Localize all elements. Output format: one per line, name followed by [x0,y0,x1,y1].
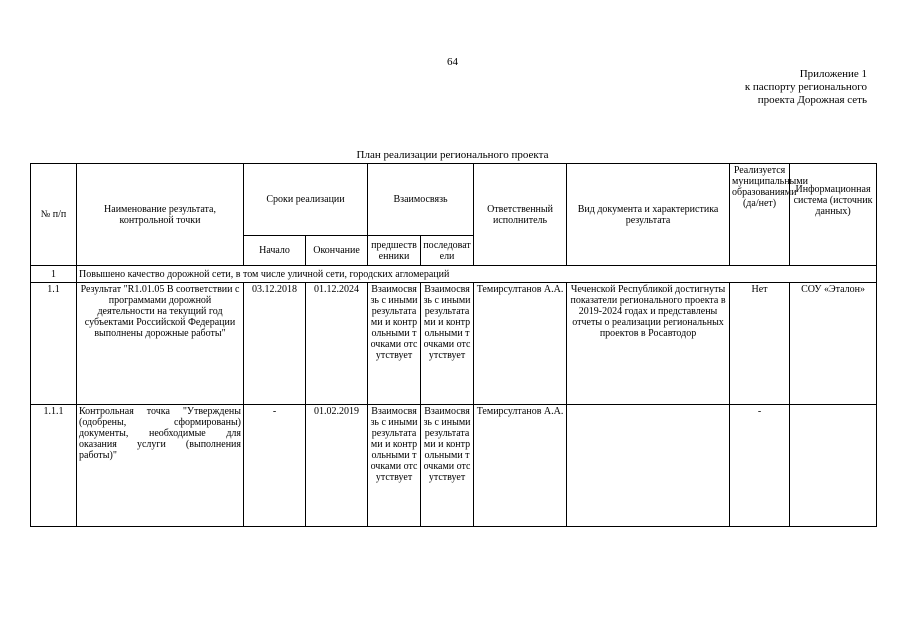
row-doc [567,405,730,527]
table-row [31,283,877,405]
row-responsible: Темирсултанов А.А. [474,405,567,527]
row-start: 03.12.2018 [244,283,306,405]
header-doc: Вид документа и характеристика результата [567,164,730,266]
row-responsible: Темирсултанов А.А. [474,283,567,405]
row-successors: Взаимосвязь с иными результатами и контрольными точками отсутствует [421,283,474,405]
appendix-line-1: Приложение 1 [799,68,867,80]
appendix-line-3: проекта Дорожная сеть [757,94,867,106]
row-municipal: - [730,405,790,527]
header-terms: Сроки реализации [244,164,368,236]
header-name: Наименование результата, контрольной точки [77,164,244,266]
header-start: Начало [244,236,306,266]
header-num: № п/п [31,164,77,266]
row-end: 01.02.2019 [306,405,368,527]
row-predecessors: Взаимосвязь с иными результатами и контрольными точками отсутствует [368,283,421,405]
row-start: - [244,405,306,527]
header-municipal: Реализуется муниципальными образованиями (да/нет) [730,164,790,266]
row-info: СОУ «Эталон» [790,283,877,405]
header-row-1 [31,164,877,236]
header-relation: Взаимосвязь [368,164,474,236]
plan-table [30,163,877,527]
row-successors: Взаимосвязь с иными результатами и контрольными точками отсутствует [421,405,474,527]
row-num: 1.1 [31,283,77,405]
row-name: Контрольная точка "Утверждены (одобрены, сформированы) документы, необходимые для оказания услуги (выполнения работы)" [77,405,244,527]
page-number: 64 [447,56,458,68]
row-doc: Чеченской Республикой достигнуты показатели регионального проекта в 2019-2024 годах и представлены отчеты о реализации региональных проектов в Росавтодор [567,283,730,405]
row-name: Результат "R1.01.05 В соответствии с программами дорожной деятельности на текущий год субъектами Российской Федерации выполнены дорожные работы" [77,283,244,405]
section-row [31,266,877,283]
header-predecessors: предшественники [368,236,421,266]
table-row [31,405,877,527]
row-num: 1.1.1 [31,405,77,527]
header-responsible: Ответственный исполнитель [474,164,567,266]
header-successors: последователи [421,236,474,266]
row-end: 01.12.2024 [306,283,368,405]
row-municipal: Нет [730,283,790,405]
header-info: Информационная система (источник данных) [790,164,877,266]
section-num: 1 [31,266,77,283]
row-predecessors: Взаимосвязь с иными результатами и контрольными точками отсутствует [368,405,421,527]
row-info [790,405,877,527]
appendix-note [745,68,867,107]
header-end: Окончание [306,236,368,266]
appendix-line-2: к паспорту регионального [744,81,867,93]
document-title: План реализации регионального проекта [356,149,549,161]
section-text: Повышено качество дорожной сети, в том числе уличной сети, городских агломераций [77,266,877,283]
